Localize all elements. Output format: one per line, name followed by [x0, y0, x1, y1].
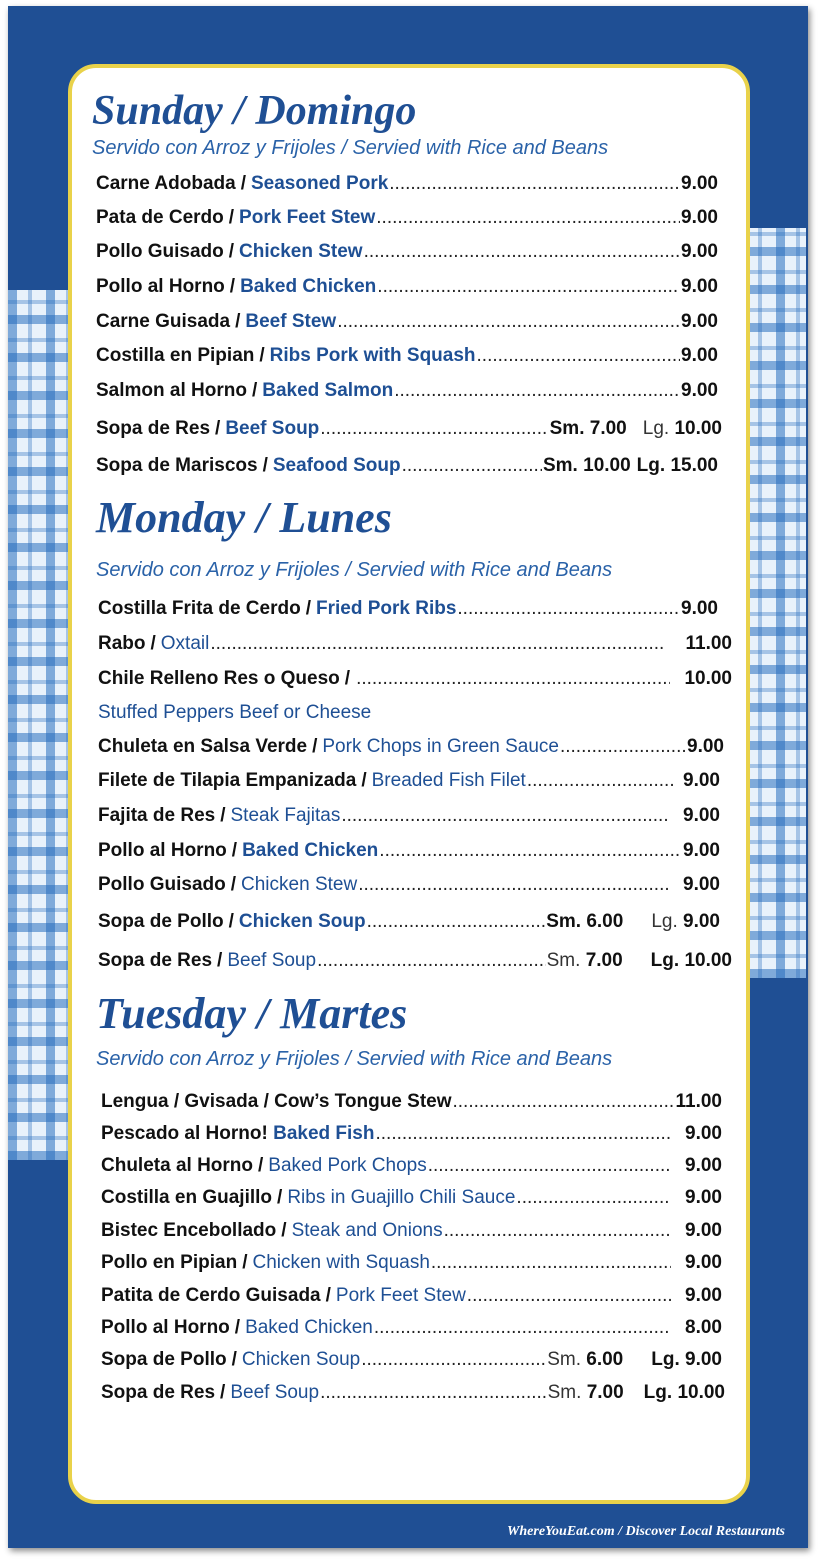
small-label: Sm. — [546, 950, 581, 971]
leader-dots — [560, 737, 686, 756]
small-price: 6.00 — [586, 1349, 624, 1370]
item-name-es: Filete de Tilapia Empanizada — [98, 770, 357, 791]
small-label: Sm. — [549, 418, 585, 439]
leader-dots — [210, 634, 663, 653]
item-name-es: Bistec Encebollado — [101, 1220, 277, 1241]
item-name-en-continued: Stuffed Peppers Beef or Cheese — [98, 702, 372, 723]
item-name-en: Chicken Soup — [241, 1349, 361, 1370]
separator: / — [258, 1155, 264, 1176]
item-name-es: Pollo en Pipian — [101, 1252, 238, 1273]
separator: / — [235, 311, 241, 332]
item-name-en: Chicken Soup — [238, 911, 366, 932]
item-name-es: Costilla Frita de Cerdo — [98, 598, 301, 619]
item-name-es: Sopa de Res — [98, 950, 213, 971]
separator: / — [344, 668, 351, 689]
item-name-es: Carne Guisada — [96, 311, 231, 332]
item-name-en: Baked Fish — [273, 1123, 375, 1144]
leader-dots — [358, 875, 669, 894]
item-price: 11.00 — [675, 1091, 722, 1112]
section-heading-monday: Monday / Lunes — [96, 493, 392, 542]
leader-dots — [379, 841, 682, 860]
item-name-es: Chuleta en Salsa Verde — [98, 736, 308, 757]
item-name-en: Fried Pork Ribs — [315, 598, 457, 619]
menu-item — [101, 1156, 722, 1175]
item-name-es: Lengua / Gvisada / Cow’s Tongue Stew — [101, 1091, 452, 1112]
separator: / — [262, 455, 268, 476]
separator: / — [228, 911, 234, 932]
item-name-en: Baked Chicken — [240, 276, 377, 297]
large-price: 10.00 — [684, 950, 732, 971]
separator: / — [240, 173, 246, 194]
menu-item — [98, 737, 724, 756]
item-name-es: Pollo al Horno — [96, 276, 225, 297]
item-name-es: Pollo Guisado — [98, 874, 226, 895]
leader-dots — [389, 174, 680, 193]
menu-item — [96, 312, 718, 331]
item-name-es: Costilla en Guajillo — [101, 1187, 273, 1208]
item-price: 9.00 — [681, 207, 718, 228]
small-label: Sm. — [546, 911, 582, 932]
separator: / — [305, 598, 311, 619]
item-price: 9.00 — [681, 345, 718, 366]
separator: / — [220, 1382, 226, 1403]
item-name-en: Ribs Pork with Squash — [269, 345, 476, 366]
item-name-es: Sopa de Pollo — [101, 1349, 227, 1370]
leader-dots — [467, 1286, 671, 1305]
item-price: 9.00 — [683, 770, 720, 791]
large-price: 15.00 — [670, 455, 718, 476]
separator: / — [217, 950, 223, 971]
item-name-es: Sopa de Mariscos — [96, 455, 258, 476]
menu-item — [98, 841, 720, 860]
item-name-en: Beef Soup — [225, 418, 320, 439]
leader-dots — [367, 912, 546, 931]
item-name-es: Pollo al Horno — [101, 1317, 230, 1338]
item-price: 10.00 — [684, 668, 732, 689]
item-name-es: Sopa de Pollo — [98, 911, 224, 932]
menu-item — [101, 1350, 722, 1369]
item-name-en: Seasoned Pork — [251, 173, 389, 194]
item-name-es: Sopa de Res — [101, 1382, 216, 1403]
item-name-es: Patita de Cerdo Guisada — [101, 1285, 321, 1306]
menu-item — [101, 1253, 722, 1272]
menu-item — [98, 599, 718, 618]
separator: / — [150, 633, 156, 654]
item-name-en: Steak Fajitas — [230, 805, 341, 826]
separator: / — [234, 1317, 241, 1338]
leader-dots — [428, 1156, 671, 1175]
leader-dots — [364, 242, 680, 261]
menu-item — [101, 1383, 725, 1402]
menu-item — [96, 242, 718, 261]
item-name-en: Beef Soup — [230, 1382, 320, 1403]
leader-dots — [337, 312, 680, 331]
item-price: 9.00 — [681, 241, 718, 262]
leader-dots — [376, 208, 680, 227]
item-name-en: Oxtail — [160, 633, 210, 654]
item-name-en: Pork Feet Stew — [239, 207, 376, 228]
item-price: 9.00 — [683, 874, 720, 895]
menu-item — [98, 806, 720, 825]
menu-item — [101, 1318, 722, 1337]
menu-item — [98, 951, 732, 970]
leader-dots — [356, 669, 670, 688]
leader-dots — [457, 599, 680, 618]
leader-dots — [320, 419, 548, 438]
item-name-es: Chuleta al Horno — [101, 1155, 254, 1176]
menu-item — [98, 875, 720, 894]
item-price: 9.00 — [685, 1285, 722, 1306]
large-price: 9.00 — [685, 1349, 722, 1370]
small-price: 7.00 — [586, 1382, 624, 1403]
item-name-en: Pork Feet Stew — [335, 1285, 466, 1306]
item-name-es: Fajita de Res — [98, 805, 216, 826]
leader-dots — [317, 951, 546, 970]
menu-item — [101, 1286, 722, 1305]
item-name-en: Baked Pork Chops — [268, 1155, 427, 1176]
large-label: Lg. — [651, 911, 678, 932]
item-name-en: Beef Soup — [227, 950, 317, 971]
large-price: 10.00 — [674, 418, 722, 439]
separator: / — [281, 1220, 287, 1241]
item-name-es: Chile Relleno Res o Queso — [98, 668, 340, 689]
separator: / — [251, 380, 258, 401]
item-name-en: Pork Chops in Green Sauce — [322, 736, 559, 757]
item-name-en: Ribs in Guajillo Chili Sauce — [287, 1187, 516, 1208]
separator: / — [242, 1252, 248, 1273]
menu-item — [96, 381, 718, 400]
menu-item — [98, 634, 732, 653]
item-price: 9.00 — [681, 380, 718, 401]
menu-item — [98, 669, 732, 688]
separator: / — [231, 1349, 237, 1370]
item-name-en: Breaded Fish Filet — [371, 770, 526, 791]
separator: / — [312, 736, 318, 757]
leader-dots — [320, 1383, 547, 1402]
separator: / — [325, 1285, 331, 1306]
leader-dots — [477, 346, 680, 365]
item-name-en: Baked Salmon — [262, 380, 394, 401]
menu-item — [96, 208, 718, 227]
item-price: 9.00 — [681, 598, 718, 619]
menu-item — [96, 456, 718, 475]
leader-dots — [453, 1092, 675, 1111]
leader-dots — [377, 277, 680, 296]
separator: / — [228, 241, 235, 262]
large-label: Lg. — [650, 950, 680, 971]
leader-dots — [516, 1188, 671, 1207]
item-price: 9.00 — [685, 1155, 722, 1176]
item-name-es: Sopa de Res — [96, 418, 211, 439]
small-price: 6.00 — [586, 911, 624, 932]
item-price: 9.00 — [681, 276, 718, 297]
item-name-es: Pollo Guisado — [96, 241, 224, 262]
item-name-es: Pata de Cerdo — [96, 207, 224, 228]
item-price: 9.00 — [683, 805, 720, 826]
item-name-es: Pollo al Horno — [98, 840, 227, 861]
item-name-es: Costilla en Pipian — [96, 345, 255, 366]
separator: / — [231, 840, 238, 861]
leader-dots — [375, 1124, 671, 1143]
section-subtitle-tuesday: Servido con Arroz y Frijoles / Servied with Rice and Beans — [96, 1048, 613, 1070]
menu-item — [101, 1188, 722, 1207]
separator: / — [229, 276, 236, 297]
small-label: Sm. — [547, 1382, 582, 1403]
footer-credit: WhereYouEat.com / Discover Local Restaurants — [506, 1524, 785, 1539]
item-name-es: Carne Adobada — [96, 173, 236, 194]
leader-dots — [341, 806, 669, 825]
menu-item — [96, 346, 718, 365]
menu-item — [96, 419, 722, 438]
item-price: 9.00 — [683, 840, 720, 861]
menu-item — [96, 277, 718, 296]
section-subtitle-monday: Servido con Arroz y Frijoles / Servied with Rice and Beans — [96, 559, 613, 581]
item-name-en: Chicken with Squash — [252, 1252, 430, 1273]
small-price: 7.00 — [589, 418, 627, 439]
item-name-en: Baked Chicken — [245, 1317, 373, 1338]
separator: / — [230, 874, 237, 895]
large-label: Lg. — [643, 1382, 673, 1403]
item-name-en: Baked Chicken — [242, 840, 379, 861]
large-price: 9.00 — [683, 911, 720, 932]
separator: / — [215, 418, 221, 439]
separator: / — [277, 1187, 283, 1208]
section-subtitle-sunday: Servido con Arroz y Frijoles / Servied with Rice and Beans — [92, 137, 609, 159]
small-price: 10.00 — [583, 455, 631, 476]
item-name-en: Seafood Soup — [272, 455, 401, 476]
large-label: Lg. — [642, 418, 670, 439]
item-price: 9.00 — [685, 1252, 722, 1273]
large-price: 10.00 — [677, 1382, 725, 1403]
item-name-es: Rabo — [98, 633, 146, 654]
leader-dots — [444, 1221, 671, 1240]
separator: / — [361, 770, 367, 791]
separator: / — [228, 207, 235, 228]
small-price: 7.00 — [585, 950, 623, 971]
separator: / — [220, 805, 226, 826]
menu-item — [101, 1124, 722, 1143]
item-name-es: Pescado al Horno! — [101, 1123, 268, 1144]
item-price: 8.00 — [685, 1317, 722, 1338]
leader-dots — [374, 1318, 671, 1337]
menu-item — [98, 912, 720, 931]
item-price: 9.00 — [685, 1187, 722, 1208]
large-label: Lg. — [636, 455, 666, 476]
leader-dots — [361, 1350, 546, 1369]
section-heading-sunday: Sunday / Domingo — [92, 88, 417, 134]
item-name-en: Chicken Stew — [239, 241, 363, 262]
separator: / — [259, 345, 265, 366]
menu-item — [101, 1092, 722, 1111]
item-name-en: Beef Stew — [245, 311, 337, 332]
menu-item — [101, 1221, 722, 1240]
menu-item — [96, 174, 718, 193]
leader-dots — [402, 456, 542, 475]
item-name-es: Salmon al Horno — [96, 380, 247, 401]
small-label: Sm. — [547, 1349, 581, 1370]
menu-item — [98, 771, 720, 790]
section-heading-tuesday: Tuesday / Martes — [96, 989, 408, 1038]
leader-dots — [431, 1253, 671, 1272]
item-price: 9.00 — [681, 311, 718, 332]
leader-dots — [394, 381, 680, 400]
item-price: 11.00 — [685, 633, 732, 654]
item-price: 9.00 — [687, 736, 724, 757]
leader-dots — [527, 771, 675, 790]
item-name-en: Steak and Onions — [291, 1220, 443, 1241]
item-name-en: Chicken Stew — [241, 874, 358, 895]
item-price: 9.00 — [681, 173, 718, 194]
large-label: Lg. — [651, 1349, 680, 1370]
item-price: 9.00 — [685, 1220, 722, 1241]
small-label: Sm. — [542, 455, 578, 476]
item-price: 9.00 — [685, 1123, 722, 1144]
